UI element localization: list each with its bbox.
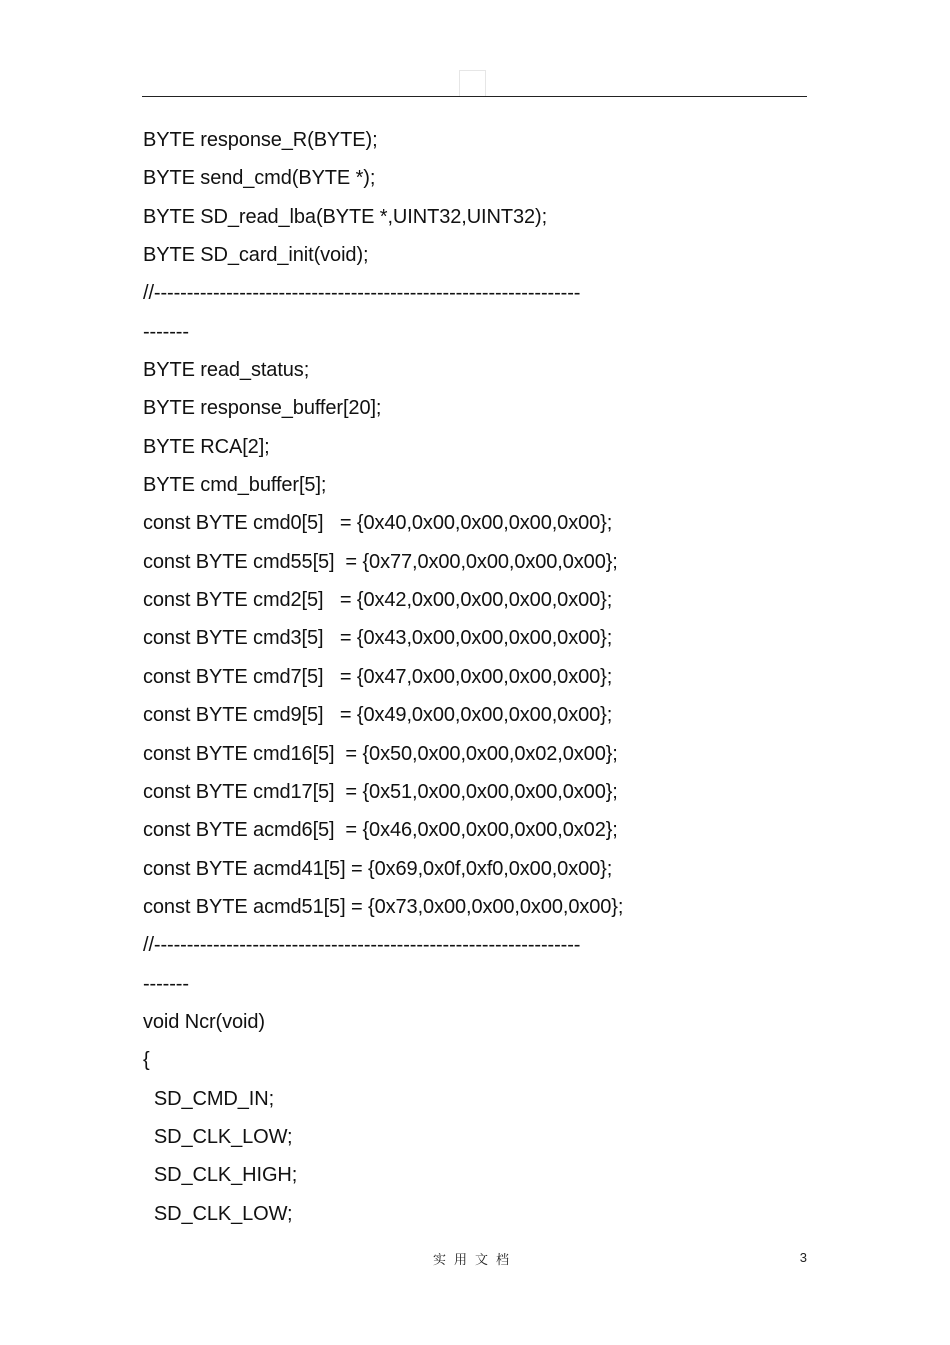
code-line: BYTE cmd_buffer[5]; [143,474,327,497]
header-logo-mark [459,70,486,96]
code-line: const BYTE cmd9[5] = {0x49,0x00,0x00,0x00,0x00}; [143,704,613,727]
code-block [143,121,823,1233]
code-line: BYTE send_cmd(BYTE *); [143,167,376,190]
code-line: SD_CLK_LOW; [143,1125,293,1148]
code-line: void Ncr(void) [143,1010,265,1033]
code-line: const BYTE acmd41[5] = {0x69,0x0f,0xf0,0x00,0x00}; [143,857,613,880]
code-line: const BYTE cmd17[5] = {0x51,0x00,0x00,0x00,0x00}; [143,780,618,803]
code-line: BYTE response_buffer[20]; [143,397,382,420]
code-line: BYTE RCA[2]; [143,435,270,458]
code-line: BYTE SD_read_lba(BYTE *,UINT32,UINT32); [143,205,548,228]
code-line: SD_CLK_LOW; [143,1202,293,1225]
code-line: const BYTE cmd3[5] = {0x43,0x00,0x00,0x00,0x00}; [143,627,613,650]
header-divider [142,96,807,97]
code-line: { [143,1049,150,1072]
code-line: const BYTE acmd6[5] = {0x46,0x00,0x00,0x00,0x02}; [143,819,618,842]
code-line: SD_CMD_IN; [143,1087,275,1110]
code-comment-line: //----------------------------------------------------------------- [143,282,581,305]
code-line: const BYTE cmd16[5] = {0x50,0x00,0x00,0x02,0x00}; [143,742,618,765]
code-comment-line: //----------------------------------------------------------------- [143,934,581,957]
code-line: const BYTE cmd2[5] = {0x42,0x00,0x00,0x00,0x00}; [143,589,613,612]
code-line: const BYTE cmd7[5] = {0x47,0x00,0x00,0x00,0x00}; [143,665,613,688]
code-line: SD_CLK_HIGH; [143,1164,298,1187]
code-comment-line: ------- [143,972,189,995]
code-line: BYTE response_R(BYTE); [143,129,378,151]
code-comment-line: ------- [143,320,189,343]
footer-label: 实用文档 [432,1253,517,1268]
code-line: const BYTE acmd51[5] = {0x73,0x00,0x00,0x00,0x00}; [143,895,624,918]
code-line: const BYTE cmd0[5] = {0x40,0x00,0x00,0x00,0x00}; [143,512,613,535]
code-line: BYTE SD_card_init(void); [143,244,369,267]
code-line: BYTE read_status; [143,359,310,382]
code-line: const BYTE cmd55[5] = {0x77,0x00,0x00,0x00,0x00}; [143,550,618,573]
page-number: 3 [799,1250,807,1265]
